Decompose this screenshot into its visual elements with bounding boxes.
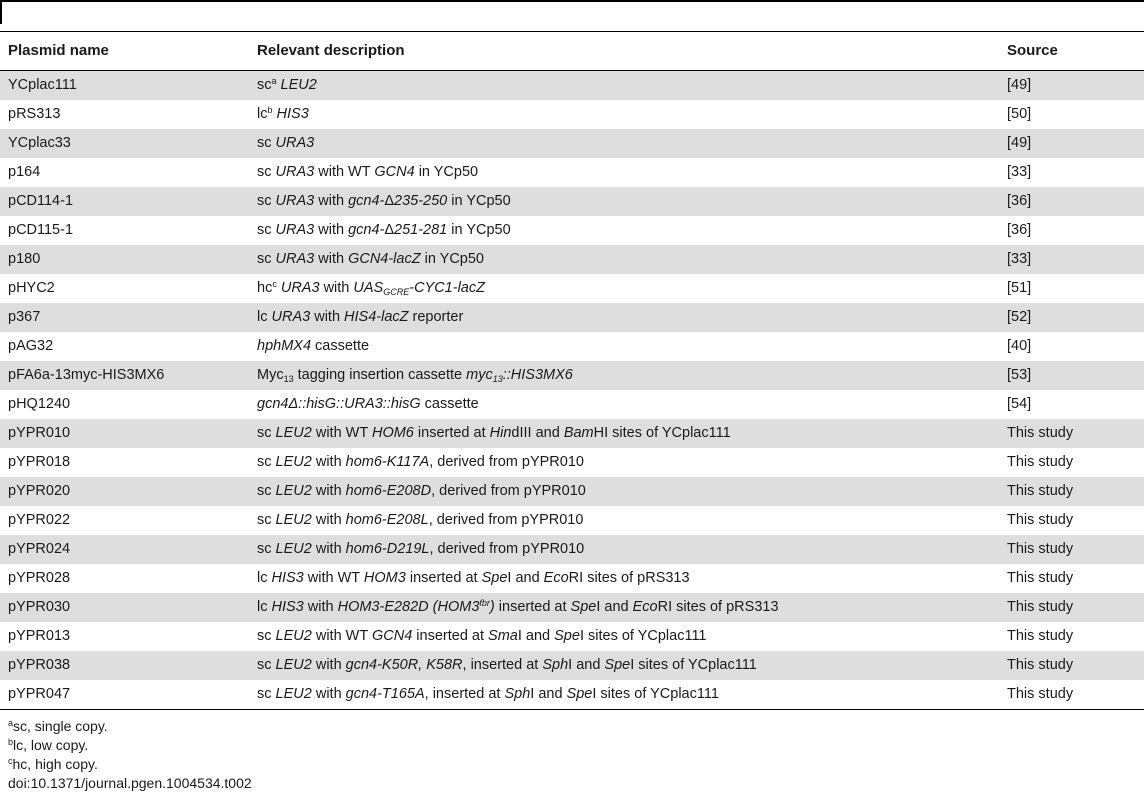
description-cell: $sc^a$ LEU2: [257, 76, 317, 93]
description-cell: sc URA3 with gcn4-Δ251-281 in YCp50: [257, 222, 511, 238]
footnote: $^c$hc, high copy.: [8, 756, 98, 772]
table-row: [0, 129, 1144, 158]
description-cell: lc URA3 with HIS4-lacZ reporter: [257, 309, 464, 325]
source-cell: This study: [1007, 483, 1074, 499]
description-cell: sc URA3: [257, 135, 315, 151]
table-row: [0, 216, 1144, 245]
description-cell: sc URA3 with WT GCN4 in YCp50: [257, 164, 479, 180]
source-cell: [50]: [1007, 106, 1032, 122]
plasmid-name-cell: pCD115-1: [8, 222, 74, 238]
description-cell: gcn4Δ::hisG::URA3::hisG cassette: [257, 396, 479, 412]
source-cell: This study: [1007, 599, 1074, 615]
plasmid-name-cell: pYPR047: [8, 686, 71, 702]
table-body: [0, 71, 1144, 709]
source-cell: This study: [1007, 570, 1074, 586]
table-row: [0, 680, 1144, 709]
source-cell: This study: [1007, 454, 1074, 470]
table-row: [0, 100, 1144, 129]
source-cell: [53]: [1007, 367, 1032, 383]
source-cell: This study: [1007, 686, 1074, 702]
description-cell: lc HIS3 with HOM3-E282D $(HOM3^{fbr})$ inserted at SpeI and EcoRI sites of pRS313: [257, 598, 779, 615]
description-cell: $hc^c$ URA3 with $UAS_{GCRE}-CYC1$-lacZ: [257, 279, 485, 297]
description-cell: sc LEU2 with hom6-E208L, derived from pYPR010: [257, 512, 584, 528]
table-row: [0, 477, 1144, 506]
source-cell: [33]: [1007, 164, 1032, 180]
table-row: [0, 332, 1144, 361]
description-cell: lc HIS3 with WT HOM3 inserted at SpeI and EcoRI sites of pRS313: [257, 570, 690, 586]
plasmid-name-cell: pYPR020: [8, 483, 71, 499]
source-cell: [54]: [1007, 396, 1032, 412]
table-row: [0, 448, 1144, 477]
title-band: [0, 2, 1144, 31]
table-row: [0, 593, 1144, 622]
description-cell: sc URA3 with GCN4-lacZ in YCp50: [257, 251, 484, 267]
table-row: [0, 419, 1144, 448]
source-cell: This study: [1007, 425, 1074, 441]
source-cell: [52]: [1007, 309, 1032, 325]
table-row: [0, 564, 1144, 593]
table-footnotes: [8, 717, 252, 793]
source-cell: [40]: [1007, 338, 1032, 354]
description-cell: $lc^b$ HIS3: [257, 105, 309, 122]
source-cell: [51]: [1007, 280, 1032, 296]
description-cell: sc LEU2 with WT HOM6 inserted at HindIII and BamHI sites of YCplac111: [257, 425, 731, 441]
plasmid-name-cell: pYPR028: [8, 570, 71, 586]
footnote: $^b$lc, low copy.: [8, 737, 89, 753]
plasmid-name-cell: pRS313: [8, 106, 61, 122]
plasmid-name-cell: pYPR024: [8, 541, 71, 557]
table-row: [0, 506, 1144, 535]
description-cell: Myc$_{13}$ tagging insertion cassette myc$_{13}$::HIS3MX6: [257, 367, 573, 384]
source-cell: [36]: [1007, 222, 1032, 238]
doi-line: doi:10.1371/journal.pgen.1004534.t002: [8, 775, 252, 791]
table-row: [0, 361, 1144, 390]
header-source: Source: [1007, 42, 1058, 59]
plasmid-name-cell: pHYC2: [8, 280, 55, 296]
source-cell: [33]: [1007, 251, 1032, 267]
plasmid-name-cell: p164: [8, 164, 41, 180]
description-cell: sc LEU2 with gcn4-K50R, K58R, inserted at SphI and SpeI sites of YCplac111: [257, 657, 757, 673]
plasmid-name-cell: pCD114-1: [8, 193, 74, 209]
source-cell: This study: [1007, 628, 1074, 644]
plasmid-name-cell: pHQ1240: [8, 396, 71, 412]
plasmid-name-cell: pYPR038: [8, 657, 71, 673]
plasmid-name-cell: pAG32: [8, 338, 54, 354]
plasmid-name-cell: p180: [8, 251, 41, 267]
source-cell: [49]: [1007, 135, 1032, 151]
source-cell: This study: [1007, 541, 1074, 557]
plasmid-name-cell: pYPR018: [8, 454, 71, 470]
footnote: $^a$sc, single copy.: [8, 718, 108, 734]
table-row: [0, 622, 1144, 651]
plasmid-name-cell: YCplac33: [8, 135, 71, 151]
description-cell: sc URA3 with gcn4-Δ235-250 in YCp50: [257, 193, 511, 209]
table-row: [0, 187, 1144, 216]
description-cell: sc LEU2 with hom6-D219L, derived from pYPR010: [257, 541, 585, 557]
table-row: [0, 535, 1144, 564]
plasmid-name-cell: p367: [8, 309, 41, 325]
description-cell: hphMX4 cassette: [257, 338, 370, 354]
plasmid-name-cell: YCplac111: [8, 77, 77, 93]
plasmid-name-cell: pYPR022: [8, 512, 71, 528]
description-cell: sc LEU2 with WT GCN4 inserted at SmaI and SpeI sites of YCplac111: [257, 628, 707, 644]
header-plasmid-name: Plasmid name: [8, 42, 109, 59]
plasmid-name-cell: pFA6a-13myc-HIS3MX6: [8, 367, 165, 383]
plasmid-name-cell: pYPR030: [8, 599, 71, 615]
table-bottom-rule: [0, 709, 1144, 710]
plasmid-name-cell: pYPR013: [8, 628, 71, 644]
header-relevant-description: Relevant description: [257, 42, 405, 59]
table-row: [0, 390, 1144, 419]
table-row: [0, 303, 1144, 332]
source-cell: [49]: [1007, 77, 1032, 93]
source-cell: [36]: [1007, 193, 1032, 209]
table-row: [0, 158, 1144, 187]
table-row: [0, 274, 1144, 303]
source-cell: This study: [1007, 657, 1074, 673]
table-row: [0, 71, 1144, 100]
plasmid-name-cell: pYPR010: [8, 425, 71, 441]
table-row: [0, 651, 1144, 680]
description-cell: sc LEU2 with hom6-E208D, derived from pYPR010: [257, 483, 586, 499]
table-row: [0, 245, 1144, 274]
table-header-row: [0, 32, 1144, 70]
source-cell: This study: [1007, 512, 1074, 528]
description-cell: sc LEU2 with gcn4-T165A, inserted at SphI and SpeI sites of YCplac111: [257, 686, 719, 702]
description-cell: sc LEU2 with hom6-K117A, derived from pYPR010: [257, 454, 584, 470]
